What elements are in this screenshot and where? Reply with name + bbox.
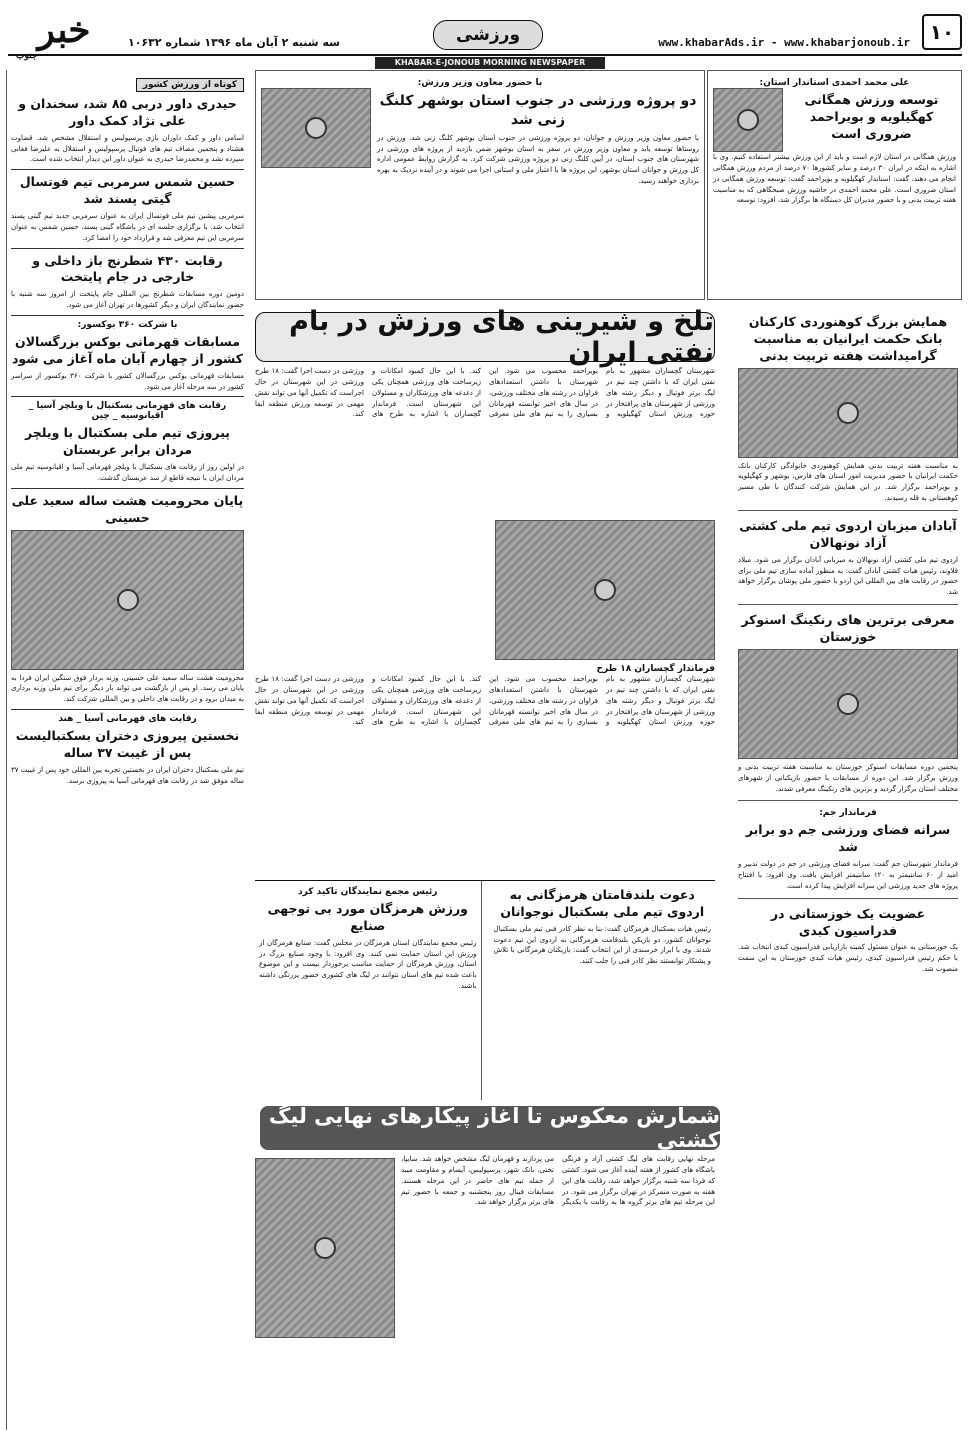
- news-headline: آبادان میزبان اردوی تیم ملی کشتی آزاد نونهالان: [739, 518, 957, 550]
- website-link[interactable]: www.khabarAds.ir - www.khabarjonoub.ir: [658, 36, 910, 49]
- news-headline: معرفی برترین های رنکینگ اسنوکر خوزستان: [741, 612, 955, 644]
- news-body: دومین دوره مسابقات شطرنج بین المللی جام پایتخت از امروز سه شنبه با حضور نمایندگان ایران و دیگر کشورها در تهران آغاز می شود.: [11, 290, 244, 310]
- left-news-item: [11, 488, 244, 705]
- article-body: رئیس هیات بسکتبال هرمزگان گفت: بنا به نظر کادر فنی تیم ملی بسکتبال نوجوانان کشور، دو بازیکن بلندقامت هرمزگانی به اردوی این تیم دعوت شدند. وی با ابراز خرسندی از این انتخاب گفت: بازیکنان هرمزگانی با تلاش و پشتکار توانستند نظر کادر فنی را جلب کنند.: [493, 924, 711, 966]
- left-news-item: [11, 96, 244, 165]
- left-news-list: [11, 96, 244, 787]
- news-body: یک خوزستانی به عنوان مسئول کمیته بازاریابی فدراسیون کبدی انتخاب شد. با حکم رئیس فدراسیون کبدی، رئیس هیات کبدی خوزستان به این سمت منصوب شد.: [738, 943, 958, 974]
- news-body: فرماندار شهرستان جم گفت: سرانه فضای ورزشی در جم در دولت تدبیر و امید از ۶۰ سانتیمتر به ۱۲۰ سانتیمتر افزایش یافت. وی افزود: با افتتاح پروژه های جدید ورزشی این سرانه افزایش پیدا کرده است.: [738, 860, 958, 890]
- article-kicker: رئیس مجمع نمایندگان تاکید کرد: [298, 887, 438, 897]
- feature-headline-box: [255, 306, 715, 368]
- weightlifter-photo: [11, 530, 244, 670]
- left-news-item: [11, 169, 244, 243]
- news-headline: عضویت یک خوزستانی در فدراسیون کبدی: [770, 905, 926, 938]
- divider: [11, 169, 244, 170]
- section-title: ورزشی: [433, 20, 543, 50]
- divider: [11, 488, 244, 489]
- news-headline: حیدری داور دربی ۸۵ شد، سخندان و علی نژاد کمک داور: [18, 96, 237, 128]
- left-news-item: [11, 709, 244, 786]
- news-photo: [738, 368, 958, 458]
- masthead: [8, 6, 962, 61]
- news-body: سرمربی پیشین تیم ملی فوتسال ایران به عنوان سرمربی جدید تیم گیتی پسند انتخاب شد. با برگزاری جلسه ای در باشگاه گیتی پسند، حسین شمس به عنوان سرمربی این تیم معرفی شد و قرارداد خود را امضا کرد.: [11, 212, 244, 242]
- news-body: مسابقات قهرمانی بوکس بزرگسالان کشور با شرکت ۳۶۰ بوکسور از سراسر کشور در سه مرحله آغاز می شود.: [11, 371, 244, 391]
- news-body: اسامی داور و کمک داوران بازی پرسپولیس و استقلال مشخص شد. قضاوت هشتاد و پنجمین مصاف تیم های فوتبال پرسپولیس و استقلال به علیرضا فغانی سپرده نشد و محمدرضا حیدری به عنوان داور این دیدار انتخاب شده است.: [11, 133, 244, 164]
- article-photo: [713, 88, 783, 152]
- wrestling-article: [255, 1154, 715, 1428]
- news-kicker: با شرکت ۳۶۰ بوکسور:: [77, 320, 178, 330]
- right-news-item: [738, 800, 958, 891]
- news-body: محرومیت هشت ساله سعید علی حسینی، وزنه بردار فوق سنگین ایران فردا به پایان می رسد. او پس از بازگشت می تواند بار دیگر برای تیم ملی وزنه برداری به میدان برود و در رقابت های داخلی و بین المللی شرکت کند.: [11, 673, 244, 704]
- article-bushehr-projects: [255, 70, 705, 300]
- left-news-item: [11, 315, 244, 392]
- news-headline: مسابقات قهرمانی بوکس بزرگسالان کشور از چهارم آبان ماه آغاز می شود: [11, 334, 244, 366]
- feature-photo: [495, 520, 715, 660]
- article-headline: ورزش هرمزگان مورد بی توجهی صنایع: [267, 901, 468, 933]
- article-headline: دعوت بلندقامتان هرمزگانی به اردوی تیم ملی بسکتبال نوجوانان: [500, 887, 705, 919]
- article-body: ورزش همگانی در استان لازم است و باید از این ورزش بیشتر استفاده کنیم. وی با اشاره به اینکه در ایران ۳۰ درصد و سایر کشورها ۷۰ درصد از مردم ورزش همگانی انجام می دهند، گفت: استاندار کهگیلویه و بویراحمد گفت: توسعه ورزش همگانی در استان ضروری است. علی محمد احمدی در حاشیه ورزش صبحگاهی که به مناسبت هفته تربیت بدنی و با حضور مدیران کل دستگاه ها برگزار شد، افزود: توسعه: [713, 153, 957, 205]
- news-headline: همایش بزرگ کوهنوردی کارکنان بانک حکمت ایرانیان به مناسبت گرامیداشت هفته تربیت بدنی: [748, 314, 948, 363]
- right-news-item: [738, 307, 958, 504]
- wrestling-headline-band: [260, 1106, 720, 1150]
- news-kicker: فرماندار جم:: [819, 808, 877, 819]
- divider: [11, 315, 244, 316]
- feature-article: [255, 366, 715, 866]
- newspaper-logo: خبر جنوب: [16, 9, 91, 61]
- article-body: با حضور معاون وزیر ورزش و جوانان، دو پروژه ورزشی در جنوب استان بوشهر کلنگ زنی شد. ورزش در روستاها توسعه یابد و معاون وزیر ورزش در سفر به استان بوشهر ضمن بازدید از پروژه های ورزشی در شهرستان های جنوب استان، در آیین کلنگ زنی دو پروژه ورزشی شرکت کرد. به گزارش روابط عمومی اداره کل ورزش و جوانان استان بوشهر، این پروژه ها با اعتبار ملی و استانی اجرا می شوند و در آینده نزدیک به بهره برداری خواهند رسید.: [377, 133, 699, 186]
- news-headline: سرانه فضای ورزشی جم دو برابر شد: [745, 822, 951, 855]
- issue-date: سه شنبه ۲ آبان ماه ۱۳۹۶ شماره ۱۰۶۳۲: [128, 36, 340, 49]
- news-photo: [738, 649, 958, 759]
- news-headline: رقابت ۴۳۰ شطرنج باز داخلی و خارجی در جام پایتخت: [32, 252, 223, 285]
- right-news-item: [738, 604, 958, 794]
- mid-lower-news: [255, 880, 715, 1100]
- article-kicker: علی محمد احمدی استاندار استان:: [759, 78, 910, 88]
- article-sport-development: [707, 70, 962, 300]
- article-hormozgan-basketball: [490, 881, 716, 1100]
- right-news-column: [734, 305, 962, 1430]
- news-headline: پایان محرومیت هشت ساله سعید علی حسینی: [11, 492, 244, 525]
- feature-headline: تلخ و شیرینی های ورزش در بام نفتی ایران: [289, 306, 714, 368]
- wrestling-photo: [255, 1158, 395, 1338]
- left-news-column: [6, 70, 248, 1430]
- news-body: پنجمین دوره مسابقات اسنوکر خوزستان به مناسبت هفته تربیت بدنی و ورزش برگزار شد. این دوره از مسابقات با حضور بازیکنانی از شهرهای مختلف استان برگزار گردید و برترین های رنکینگ معرفی شدند.: [738, 762, 958, 793]
- article-hormozgan-industry: [255, 881, 482, 1100]
- news-body: اردوی تیم ملی کشتی آزاد نونهالان به میزبانی آبادان برگزار می شود. میلاد قلاوند، رئیس هیات کشتی آبادان گفت: به منظور آماده سازی تیم ملی برای حضور در رقابت های بین المللی این اردو با حضور ملی پوشان برگزار خواهد شد.: [738, 555, 958, 597]
- news-headline: حسین شمس سرمربی تیم فوتسال گیتی پسند شد: [19, 174, 236, 207]
- news-headline: پیروزی تیم ملی بسکتبال با ویلچر مردان برابر عربستان: [24, 425, 230, 458]
- divider: [11, 248, 244, 249]
- article-body: رئیس مجمع نمایندگان استان هرمزگان در مجلس گفت: صنایع هرمزگان از ورزش این استان حمایت نمی کنند. وی افزود: با وجود صنایع بزرگ در استان، ورزش هرمزگان از حمایت مناسب برخوردار نیست و این موضوع باعث شده تیم های استان نتوانند در لیگ های کشوری حضور پررنگی داشته باشند.: [259, 938, 477, 991]
- right-news-item: [738, 898, 958, 975]
- left-news-item: [11, 248, 244, 311]
- wrestling-body: مرحله نهایی رقابت های لیگ کشتی آزاد و فرنگی باشگاه های کشور از هفته آینده آغاز می شود. کشتی که فردا سه شنبه برگزار خواهد شد، رقابت های این هفته به صورت متمرکز در تهران برگزار می شود. در این مرحله تیم های برتر گروه ها به رقابت با یکدیگر می پردازند و قهرمان لیگ مشخص خواهد شد. سایپا، تختی، بانک شهر، پرسپولیس، آیسام و مقاومت میبد از جمله تیم های حاضر در این مرحله هستند. مسابقات فینال روز پنجشنبه و جمعه با حضور تیم های برتر برگزار خواهد شد.: [401, 1155, 715, 1207]
- article-photo: [261, 88, 371, 168]
- feature-body-bottom: شهرستان گچساران مشهور به بام نفتی ایران که با داشتن چند تیم در لیگ برتر فوتبال و دیگر رشته های ورزشی از شهرستان های پرافتخار در حوزه ورزش استان کهگیلویه و بویراحمد محسوب می شود. این شهرستان با داشتن استعدادهای فراوان در رشته های مختلف ورزشی، در سال های اخیر توانسته قهرمانان بسیاری را به تیم های ملی معرفی کند. با این حال کمبود امکانات و زیرساخت های ورزشی همچنان یکی از دغدغه های ورزشکاران و مسئولان این شهرستان است. فرماندار گچساران با اشاره به طرح های ورزشی در دست اجرا گفت: ۱۸ طرح ورزشی در این شهرستان در حال اجراست که تکمیل آنها می تواند نقش مهمی در توسعه ورزش منطقه ایفا کند.: [255, 675, 715, 727]
- news-kicker: رقابت های قهرمانی آسیا _ هند: [58, 714, 197, 725]
- article-kicker: با حضور معاون وزیر ورزش:: [417, 78, 543, 88]
- article-headline: توسعه ورزش همگانی کهگیلویه و بویراحمد ضروری است: [804, 92, 939, 141]
- right-news-item: [738, 510, 958, 598]
- feature-body-top: شهرستان گچساران مشهور به بام نفتی ایران که با داشتن چند تیم در لیگ برتر فوتبال و دیگر رشته های ورزشی از شهرستان های پرافتخار در حوزه ورزش استان کهگیلویه و بویراحمد محسوب می شود. این شهرستان با داشتن استعدادهای فراوان در رشته های مختلف ورزشی، در سال های اخیر توانسته قهرمانان بسیاری را به تیم های ملی معرفی کند. با این حال کمبود امکانات و زیرساخت های ورزشی همچنان یکی از دغدغه های ورزشکاران و مسئولان این شهرستان است. فرماندار گچساران با اشاره به طرح های ورزشی در دست اجرا گفت: ۱۸ طرح ورزشی در این شهرستان در حال اجراست که تکمیل آنها می تواند نقش مهمی در توسعه ورزش منطقه ایفا کند.: [255, 367, 715, 419]
- news-body: تیم ملی بسکتبال دختران ایران در نخستین تجربه بین المللی خود پس از غیبت ۳۷ ساله موفق شد در رقابت های قهرمانی آسیا به پیروزی برسد.: [11, 765, 244, 785]
- feature-byline: فرماندار گچساران ۱۸ طرح: [596, 664, 715, 674]
- page-number: ۱۰: [922, 14, 962, 50]
- english-strip: KHABAR-E-JONOUB MORNING NEWSPAPER: [375, 57, 605, 69]
- divider: [11, 709, 244, 710]
- news-body: در اولین روز از رقابت های بسکتبال با ویلچر قهرمانی آسیا و اقیانوسیه تیم ملی مردان ایران با نتیجه قاطع از سد عربستان گذشت.: [11, 463, 244, 483]
- news-kicker: رقابت های قهرمانی بسکتبال با ویلچر آسیا _ اقیانوسیه _ چین: [28, 401, 227, 422]
- news-headline: نخستین پیروزی دختران بسکتبالیست پس از غیبت ۳۷ ساله: [15, 728, 240, 761]
- news-body: به مناسبت هفته تربیت بدنی همایش کوهنوردی خانوادگی کارکنان بانک حکمت ایرانیان با حضور مدیریت امور استان های فارس، بوشهر و کهگیلویه و بویراحمد برگزار شد. در این همایش شرکت کنندگان با طی مسیر کوهستانی به قله رسیدند.: [738, 461, 958, 503]
- column-tag: کوتاه از ورزش کشور: [136, 78, 244, 92]
- wrestling-headline: شمارش معکوس تا آغاز پیکارهای نهایی لیگ کشتی: [268, 1104, 720, 1152]
- left-news-item: [11, 396, 244, 483]
- divider: [11, 396, 244, 397]
- article-headline: دو پروژه ورزشی در جنوب استان بوشهر کلنگ زنی شد: [379, 93, 697, 128]
